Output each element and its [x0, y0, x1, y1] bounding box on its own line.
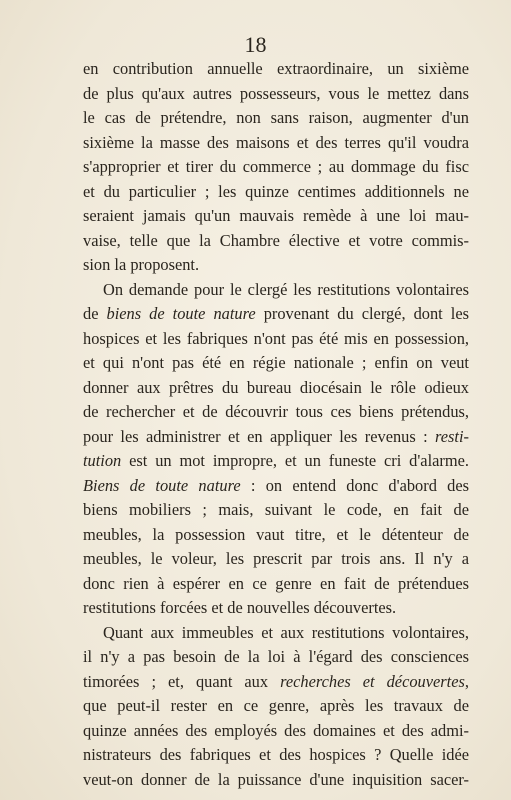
text-line [83, 768, 469, 793]
text-line [83, 302, 469, 327]
text-segment: meubles, le voleur, les prescrit par trois ans. Il n'y a [83, 549, 469, 568]
text-line [83, 155, 469, 180]
text-line [83, 57, 469, 82]
text-segment: biens mobiliers ; mais, suivant le code, en fait de [83, 500, 469, 519]
text-line [83, 351, 469, 376]
text-segment: timorées ; et, quant aux [83, 671, 281, 691]
text-line [83, 400, 469, 425]
text-segment: sixième la masse des maisons et des terres qu'il voudra [83, 132, 469, 152]
text-segment: provenant du clergé, dont les [255, 304, 469, 323]
text-segment: nistrateurs des fabriques et des hospices ? Quelle idée [83, 745, 469, 764]
text-line [83, 229, 469, 254]
text-line [83, 523, 469, 548]
text-line [83, 449, 469, 474]
text-segment: hospices et les fabriques n'ont pas été mis en possession, [83, 328, 469, 348]
text-segment: il n'y a pas besoin de la loi à l'égard des consciences [83, 647, 469, 666]
text-line [83, 596, 469, 621]
text-segment: sion la proposent. [83, 255, 200, 274]
text-line [83, 645, 469, 670]
text-segment: restitutions forcées et de nouvelles découvertes. [83, 598, 397, 617]
text-segment: , [464, 671, 469, 691]
italic-text: biens de toute nature [106, 304, 256, 323]
text-segment: s'approprier et tirer du commerce ; au dommage du fisc [83, 157, 469, 176]
text-segment: On demande pour le clergé les restitutions volontaires [103, 279, 469, 299]
text-segment: et du particulier ; les quinze centimes additionnels ne [83, 181, 469, 201]
text-line [83, 376, 469, 401]
text-segment: quinze années des employés des domaines et des admi- [83, 720, 469, 740]
text-line [83, 547, 469, 572]
text-line [83, 474, 469, 499]
text-line [83, 253, 469, 278]
text-segment: en contribution annuelle extraordinaire, un sixième [83, 59, 469, 78]
text-line [83, 327, 469, 352]
text-segment: de [83, 304, 107, 323]
text-segment: de plus qu'aux autres possesseurs, vous le mettez dans [83, 83, 469, 103]
text-line [83, 670, 469, 695]
text-segment: seraient jamais qu'un mauvais remède à une loi mau- [83, 206, 469, 225]
text-segment: veut-on donner de la puissance d'une inquisition sacer- [83, 769, 469, 789]
italic-text: Biens de toute nature [83, 475, 241, 495]
text-line [83, 719, 469, 744]
italic-text: tution [83, 451, 122, 470]
text-segment: et qui n'ont pas été en régie nationale ; enfin on veut [83, 353, 469, 372]
text-segment: pour les administrer et en appliquer les revenus : [83, 426, 435, 446]
italic-text: recherches et découvertes [280, 671, 465, 691]
text-segment: Quant aux immeubles et aux restitutions volontaires, [103, 622, 469, 642]
text-line [83, 498, 469, 523]
text-segment: que peut-il rester en ce genre, après les travaux de [83, 696, 469, 715]
text-segment: meubles, la possession vaut titre, et le détenteur de [83, 524, 469, 544]
text-segment: donner aux prêtres du bureau diocésain le rôle odieux [83, 377, 469, 397]
text-line [83, 572, 469, 597]
text-line [83, 694, 469, 719]
text-segment: le cas de prétendre, non sans raison, augmenter d'un [83, 108, 469, 127]
body-text [83, 57, 469, 792]
text-line [83, 180, 469, 205]
text-line [83, 743, 469, 768]
text-line [83, 621, 469, 646]
text-line [83, 82, 469, 107]
text-segment: : on entend donc d'abord des [240, 475, 469, 495]
text-line [83, 425, 469, 450]
text-line [83, 106, 469, 131]
text-segment: donc rien à espérer en ce genre en fait de prétendues [83, 573, 469, 593]
text-line [83, 278, 469, 303]
page-number: 18 [244, 32, 267, 57]
text-segment: vaise, telle que la Chambre élective et votre commis- [83, 230, 469, 250]
text-line [83, 131, 469, 156]
text-segment: est un mot impropre, et un funeste cri d'alarme. [121, 451, 469, 470]
italic-text: resti- [435, 426, 469, 446]
text-line [83, 204, 469, 229]
text-segment: de rechercher et de découvrir tous ces biens prétendus, [83, 402, 469, 421]
